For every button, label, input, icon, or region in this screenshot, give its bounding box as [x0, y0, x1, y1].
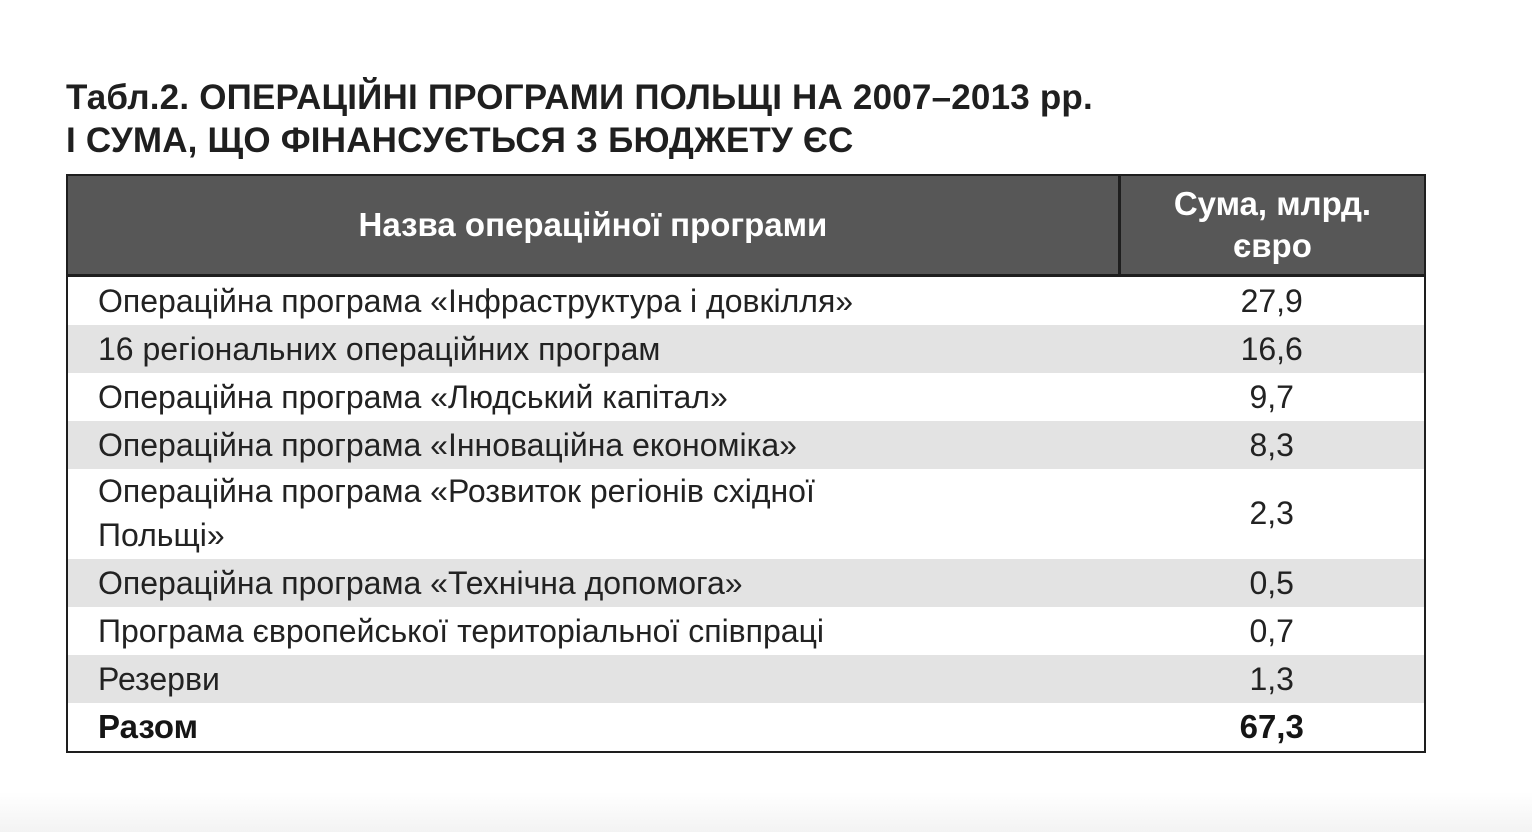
header-sum-line-2: євро — [1233, 227, 1312, 264]
table-row — [67, 276, 1425, 326]
program-sum-cell: 16,6 — [1119, 325, 1425, 373]
program-sum-cell: 27,9 — [1119, 276, 1425, 326]
table-row — [67, 559, 1425, 607]
total-row — [67, 703, 1425, 752]
table-header — [67, 175, 1425, 276]
caption-line-2: І СУМА, ЩО ФІНАНСУЄТЬСЯ З БЮДЖЕТУ ЄС — [66, 121, 854, 160]
program-sum-cell: 2,3 — [1119, 469, 1425, 559]
program-sum-cell: 8,3 — [1119, 421, 1425, 469]
page-bottom-shade — [0, 792, 1532, 832]
program-name-cell: Операційна програма «Інноваційна економіка» — [67, 421, 1119, 469]
total-label-cell: Разом — [67, 703, 1119, 752]
table-row — [67, 655, 1425, 703]
program-name-cell: Операційна програма «Людський капітал» — [67, 373, 1119, 421]
program-sum-cell: 1,3 — [1119, 655, 1425, 703]
program-sum-cell: 0,5 — [1119, 559, 1425, 607]
header-sum — [1119, 175, 1425, 276]
table-row — [67, 325, 1425, 373]
table-row — [67, 373, 1425, 421]
program-name-cell — [67, 469, 1119, 559]
caption-line-1: Табл.2. ОПЕРАЦІЙНІ ПРОГРАМИ ПОЛЬЩІ НА 2007–2013 рр. — [66, 78, 1093, 117]
total-sum-cell: 67,3 — [1119, 703, 1425, 752]
program-name-cell: Операційна програма «Інфраструктура і довкілля» — [67, 276, 1119, 326]
header-row — [67, 175, 1425, 276]
table-row — [67, 421, 1425, 469]
table-body — [67, 276, 1425, 753]
program-name-cell: Резерви — [67, 655, 1119, 703]
operational-programs-table — [66, 174, 1426, 753]
program-sum-cell: 0,7 — [1119, 607, 1425, 655]
table-row — [67, 607, 1425, 655]
program-name-line-1: Операційна програма «Розвиток регіонів східної — [98, 473, 815, 509]
table-row — [67, 469, 1425, 559]
header-sum-line-1: Сума, млрд. — [1173, 185, 1372, 222]
program-name-cell: Операційна програма «Технічна допомога» — [67, 559, 1119, 607]
program-name-line-2: Польщі» — [98, 517, 225, 553]
header-program-name: Назва операційної програми — [67, 175, 1119, 276]
program-name-cell: Програма європейської територіальної співпраці — [67, 607, 1119, 655]
table-caption — [66, 76, 1426, 162]
program-sum-cell: 9,7 — [1119, 373, 1425, 421]
program-name-cell: 16 регіональних операційних програм — [67, 325, 1119, 373]
